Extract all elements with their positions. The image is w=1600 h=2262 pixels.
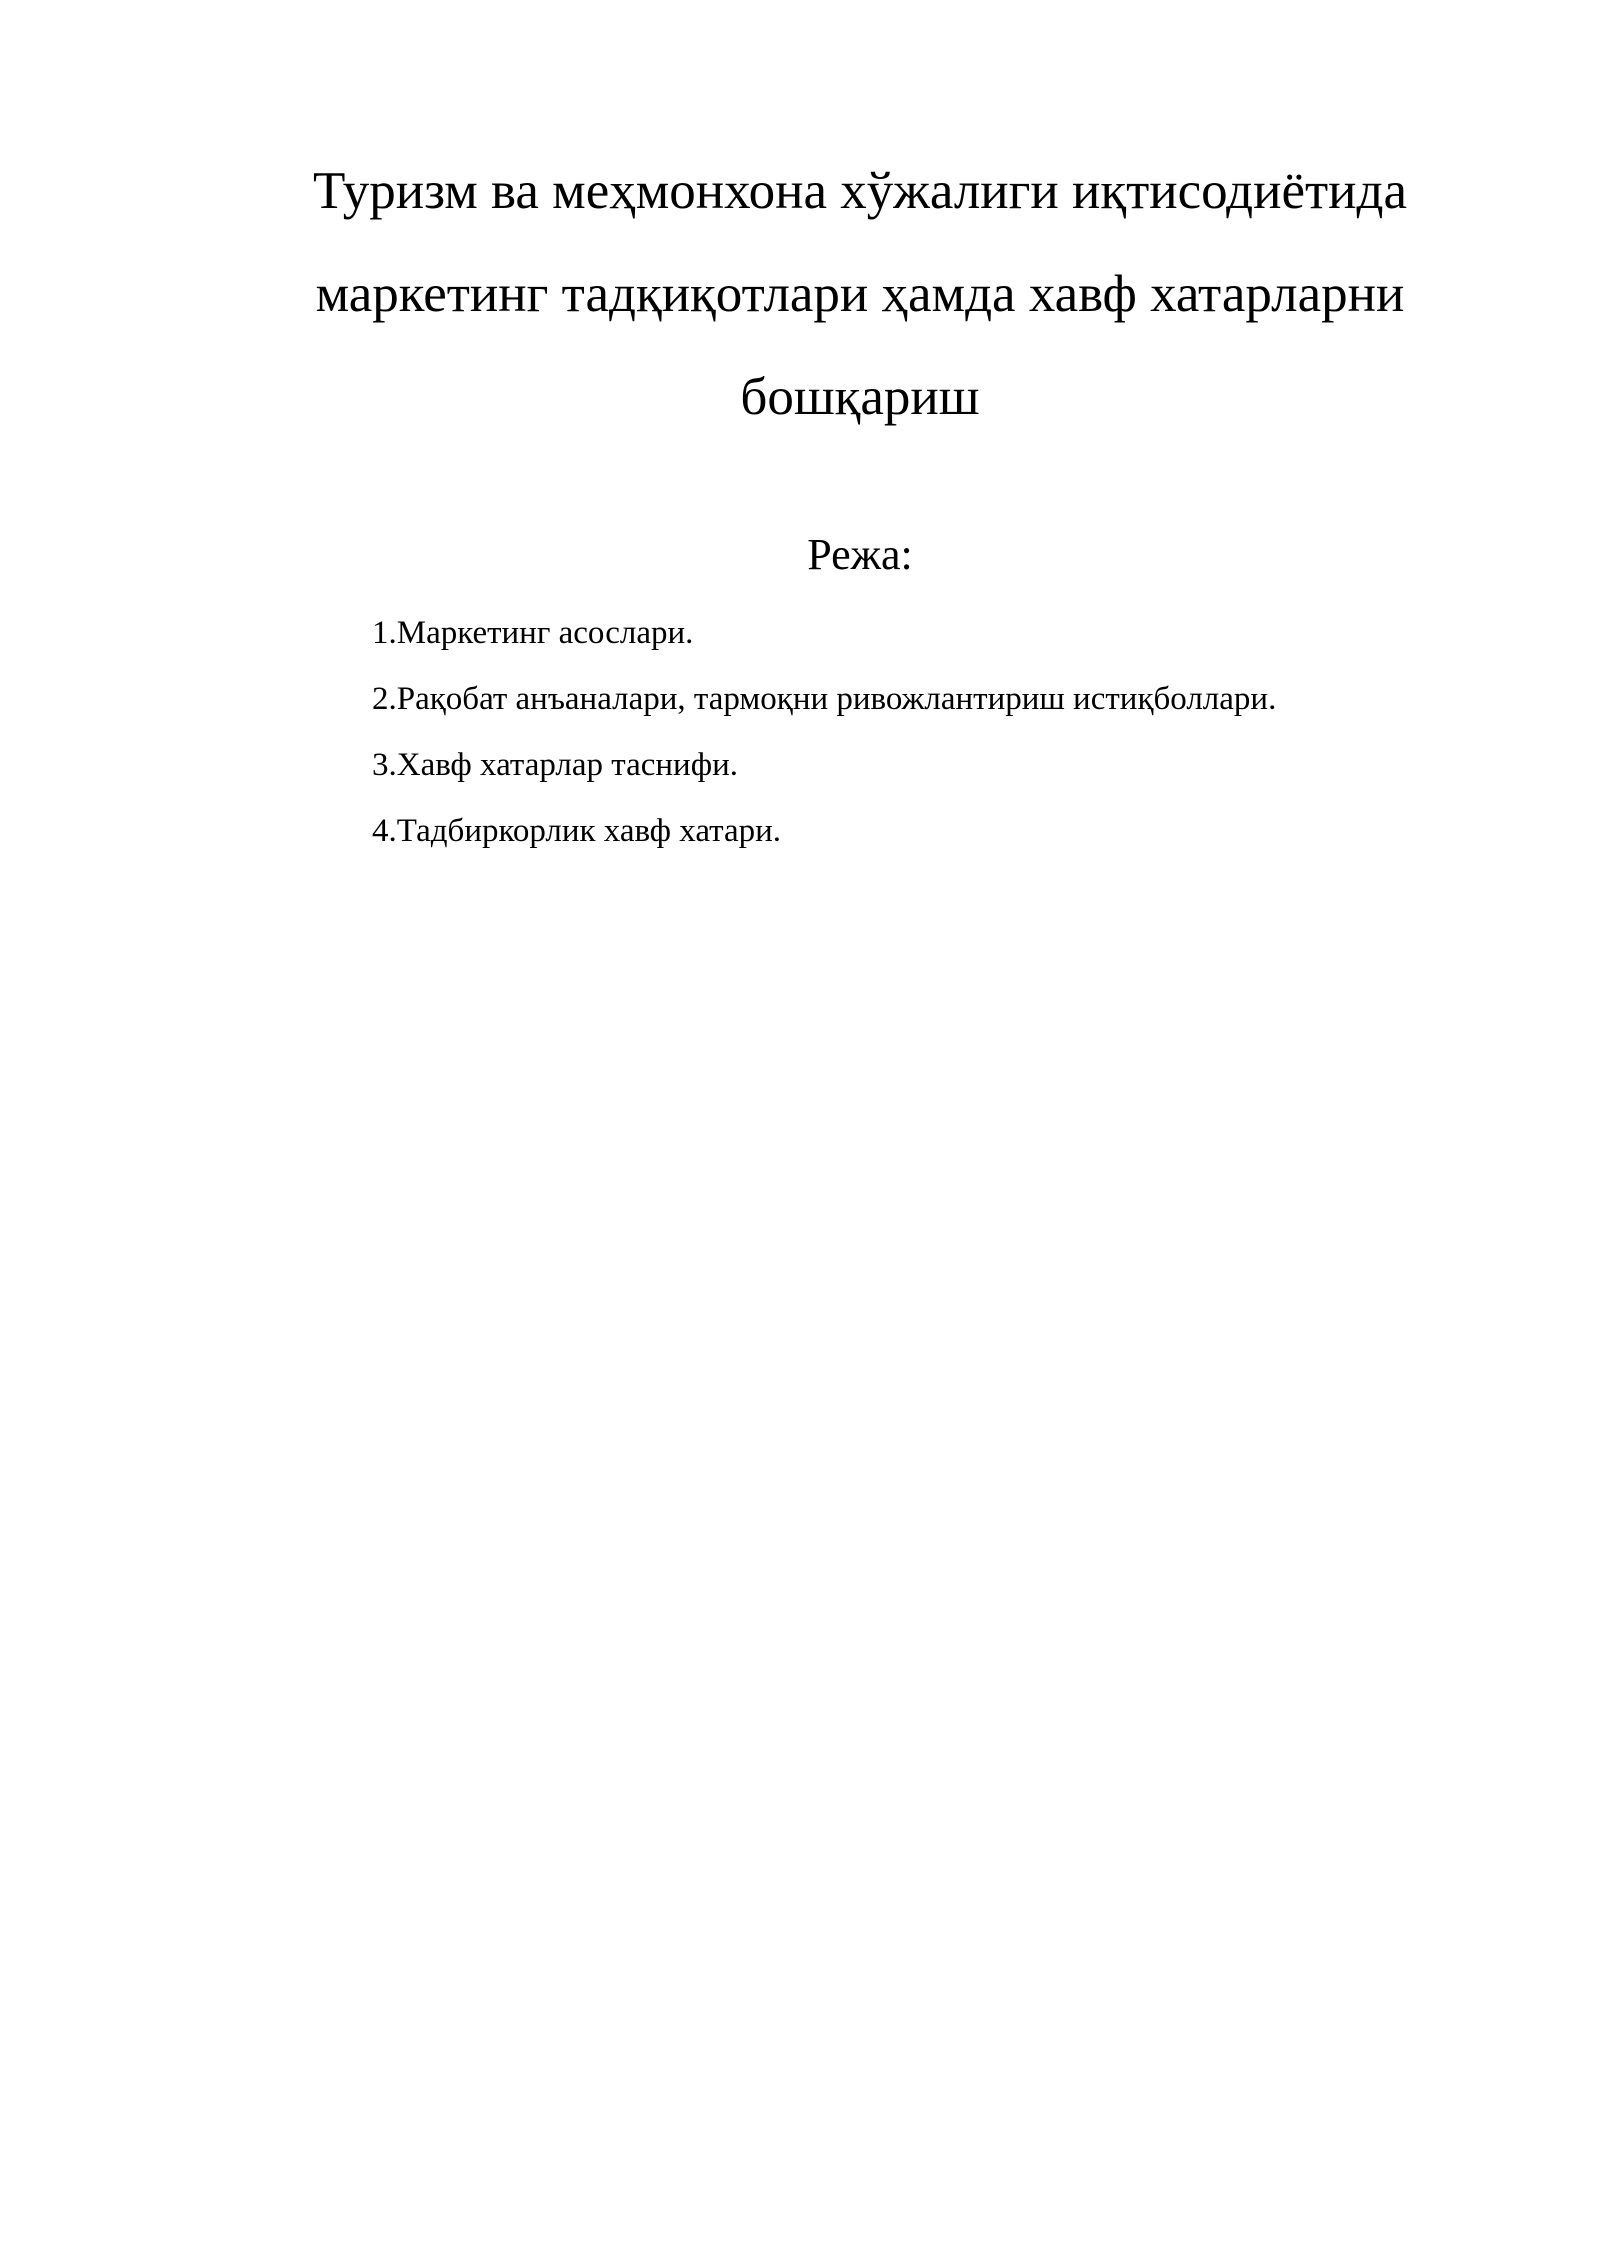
plan-item: 3.Хавф хатарлар таснифи. — [372, 747, 738, 783]
plan-list — [372, 600, 1552, 864]
title-line: Туризм ва меҳмонхона хўжалиги иқтисодиётида — [312, 162, 1408, 220]
plan-item: 2.Рақобат анъаналари, тармоқни ривожлантириш истиқболлари. — [372, 681, 1277, 717]
document-title — [200, 140, 1520, 449]
plan-item: 4.Тадбиркорлик хавф хатари. — [372, 813, 782, 849]
plan-item: 1.Маркетинг асослари. — [372, 615, 694, 651]
title-line: бошқариш — [740, 368, 980, 426]
plan-heading: Режа: — [807, 530, 913, 579]
title-line: маркетинг тадқиқотлари ҳамда хавф хатарларни — [315, 265, 1405, 323]
